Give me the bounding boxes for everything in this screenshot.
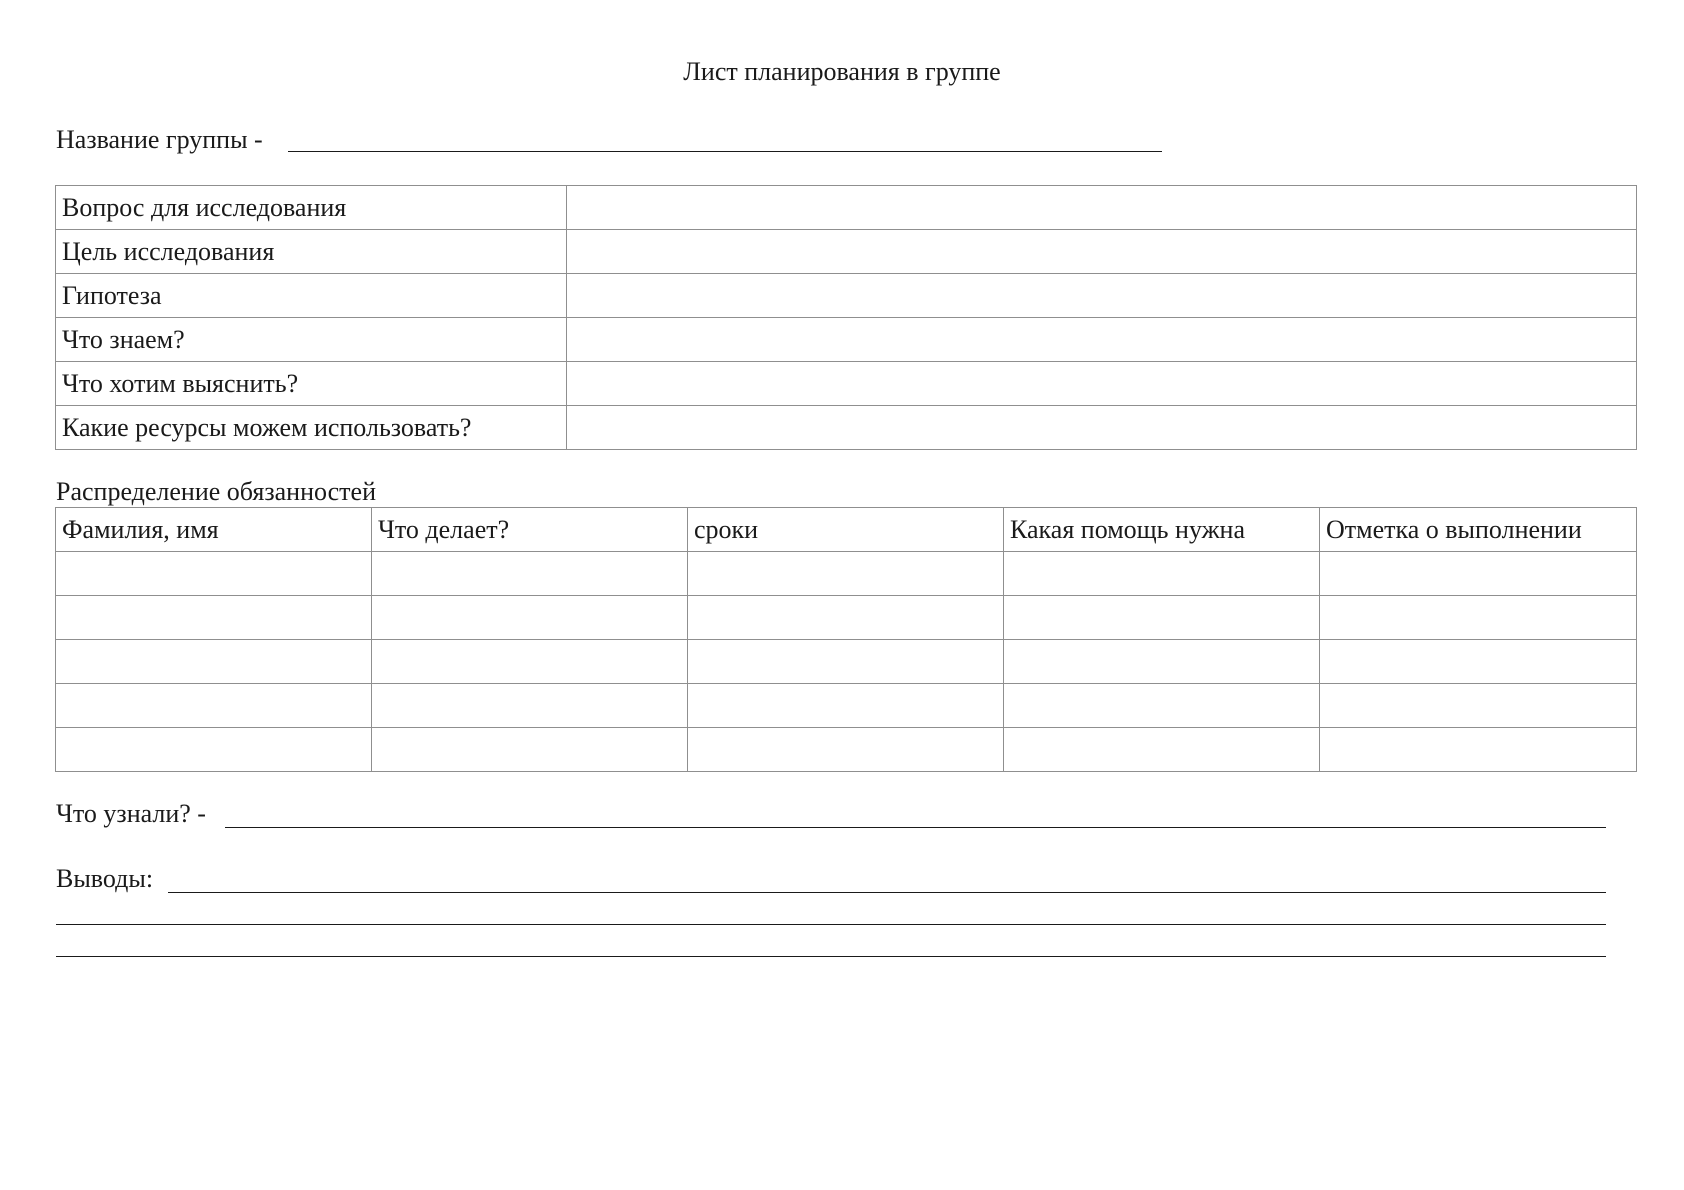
research-row-label: Что знаем? <box>56 318 567 362</box>
research-row-label: Какие ресурсы можем использовать? <box>56 406 567 450</box>
research-row-value[interactable] <box>567 362 1637 406</box>
research-table <box>55 185 1637 450</box>
duties-cell[interactable] <box>1320 596 1637 640</box>
research-row <box>56 362 1637 406</box>
duties-header-cell: сроки <box>688 508 1004 552</box>
duties-cell[interactable] <box>1004 596 1320 640</box>
duties-cell[interactable] <box>1320 552 1637 596</box>
research-row-value[interactable] <box>567 406 1637 450</box>
duties-header-cell: Что делает? <box>372 508 688 552</box>
duties-cell[interactable] <box>372 640 688 684</box>
duties-cell[interactable] <box>1320 728 1637 772</box>
duties-cell[interactable] <box>1004 640 1320 684</box>
duties-cell[interactable] <box>56 552 372 596</box>
learned-label: Что узнали? - <box>56 799 206 828</box>
duties-title: Распределение обязанностей <box>56 477 376 506</box>
duties-header-row <box>56 508 1637 552</box>
duties-cell[interactable] <box>56 684 372 728</box>
duties-cell[interactable] <box>688 596 1004 640</box>
duties-row <box>56 596 1637 640</box>
duties-cell[interactable] <box>372 596 688 640</box>
conclusions-line-3[interactable] <box>56 956 1606 957</box>
research-row <box>56 274 1637 318</box>
research-row <box>56 186 1637 230</box>
page-title: Лист планирования в группе <box>683 57 1001 86</box>
conclusions-line-1[interactable] <box>168 892 1606 893</box>
group-name-label: Название группы - <box>56 125 263 154</box>
research-row <box>56 318 1637 362</box>
research-row-label: Цель исследования <box>56 230 567 274</box>
duties-row <box>56 728 1637 772</box>
duties-table <box>55 507 1637 772</box>
duties-cell[interactable] <box>688 640 1004 684</box>
research-row-value[interactable] <box>567 318 1637 362</box>
duties-cell[interactable] <box>688 552 1004 596</box>
research-row-label: Вопрос для исследования <box>56 186 567 230</box>
duties-header-cell: Какая помощь нужна <box>1004 508 1320 552</box>
duties-cell[interactable] <box>56 596 372 640</box>
duties-cell[interactable] <box>372 552 688 596</box>
research-row <box>56 230 1637 274</box>
research-row-value[interactable] <box>567 274 1637 318</box>
research-row-value[interactable] <box>567 186 1637 230</box>
duties-cell[interactable] <box>372 728 688 772</box>
duties-cell[interactable] <box>688 684 1004 728</box>
duties-cell[interactable] <box>1004 552 1320 596</box>
duties-cell[interactable] <box>1320 640 1637 684</box>
group-name-field[interactable] <box>288 151 1162 152</box>
research-row-value[interactable] <box>567 230 1637 274</box>
learned-field[interactable] <box>225 827 1606 828</box>
duties-cell[interactable] <box>1004 728 1320 772</box>
duties-cell[interactable] <box>1004 684 1320 728</box>
duties-cell[interactable] <box>1320 684 1637 728</box>
research-row-label: Гипотеза <box>56 274 567 318</box>
duties-header-cell: Отметка о выполнении <box>1320 508 1637 552</box>
research-row-label: Что хотим выяснить? <box>56 362 567 406</box>
duties-header-cell: Фамилия, имя <box>56 508 372 552</box>
duties-row <box>56 684 1637 728</box>
duties-cell[interactable] <box>372 684 688 728</box>
conclusions-label: Выводы: <box>56 864 154 893</box>
duties-row <box>56 640 1637 684</box>
duties-cell[interactable] <box>56 728 372 772</box>
research-row <box>56 406 1637 450</box>
duties-row <box>56 552 1637 596</box>
duties-cell[interactable] <box>56 640 372 684</box>
conclusions-line-2[interactable] <box>56 924 1606 925</box>
duties-cell[interactable] <box>688 728 1004 772</box>
